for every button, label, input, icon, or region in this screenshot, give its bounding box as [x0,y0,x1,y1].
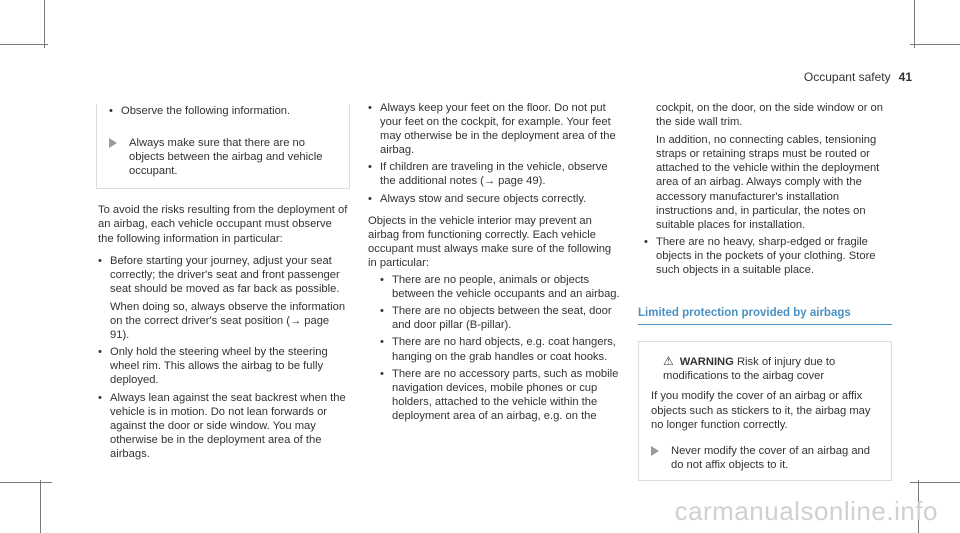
header-title: Occupant safety [803,70,891,84]
list-item: • If children are traveling in the vehicle, observe the additional notes (→ page 49). [368,160,622,188]
list-item: • There are no hard objects, e.g. coat hangers, hanging on the grab handles or coat hooks. [380,335,622,363]
instruction-box [96,104,350,189]
watermark: carmanualsonline.info [674,496,938,526]
crop-mark [0,44,48,45]
column-3 [638,101,892,481]
continued-text: cockpit, on the door, on the side window or on the side wall trim. [656,102,883,129]
crop-mark [44,0,45,48]
list-item: • There are no objects between the seat, door and door pillar (B-pillar). [380,304,622,332]
warning-box [638,341,892,481]
list-item: • Always stow and secure objects correctly. [368,192,622,206]
intro-paragraph: To avoid the risks resulting from the deployment of an airbag, each vehicle occupant must observe the following information in particular: [98,204,348,245]
crop-mark [0,482,52,483]
section-title: Limited protection provided by airbags [638,306,892,325]
list-item: • There are no heavy, sharp-edged or fragile objects in the pockets of your clothing. Store such objects in a suitable place. [644,235,892,277]
list-item: • Observe the following information. [109,104,337,118]
list-item: • There are no accessory parts, such as mobile navigation devices, mobile phones or cup holders, attached to the vehicle within the deployment area of an airbag, e.g. on the [380,367,622,423]
column-1 [98,96,350,464]
arrow-icon [651,446,659,456]
list-item: • Always lean against the seat backrest when the vehicle is in motion. Do not lean forwards or against the door or side window. You may otherwise be in the deployment area of the airbags. [98,391,350,461]
page-number: 41 [898,70,912,84]
crop-mark [40,480,41,533]
continued-text: In addition, no connecting cables, tensioning straps or retaining straps must be routed or attached to the vehicle within the deployment area of an airbag. Always comply with the accessory manufacturer's installation instructions and, in particular, the notes on suitable places for installation. [656,134,880,231]
warning-icon: ⚠ [663,354,674,369]
crop-mark [914,0,915,48]
crop-mark [910,482,960,483]
warning-title: ⚠ WARNING Risk of injury due to modifications to the airbag cover [663,354,836,383]
arrow-icon [109,138,117,148]
page-header [804,70,912,84]
column-2 [368,101,622,426]
instruction-step: Never modify the cover of an airbag and do not affix objects to it. [651,444,879,472]
warning-body: If you modify the cover of an airbag or affix objects such as stickers to it, the airbag may no longer function correctly. [651,390,871,431]
crop-mark [910,44,960,45]
objects-paragraph: Objects in the vehicle interior may prevent an airbag from functioning correctly. Each vehicle occupant must always make sure of the following in particular: [368,214,612,269]
list-item: • Only hold the steering wheel by the steering wheel rim. This allows the airbag to be fully deployed. [98,345,350,387]
list-item: • Before starting your journey, adjust your seat correctly; the driver's seat and front passenger seat should be moved as far back as possible. When doing so, always observe the information on the correct driver's seat position (→ page 91). [98,254,350,343]
list-item: • There are no people, animals or objects between the vehicle occupants and an airbag. [380,273,622,301]
instruction-step: Always make sure that there are no objects between the airbag and vehicle occupant. [109,136,337,178]
list-item: • Always keep your feet on the floor. Do not put your feet on the cockpit, for example. Your feet may otherwise be in the deployment area of the airbag. [368,101,622,157]
